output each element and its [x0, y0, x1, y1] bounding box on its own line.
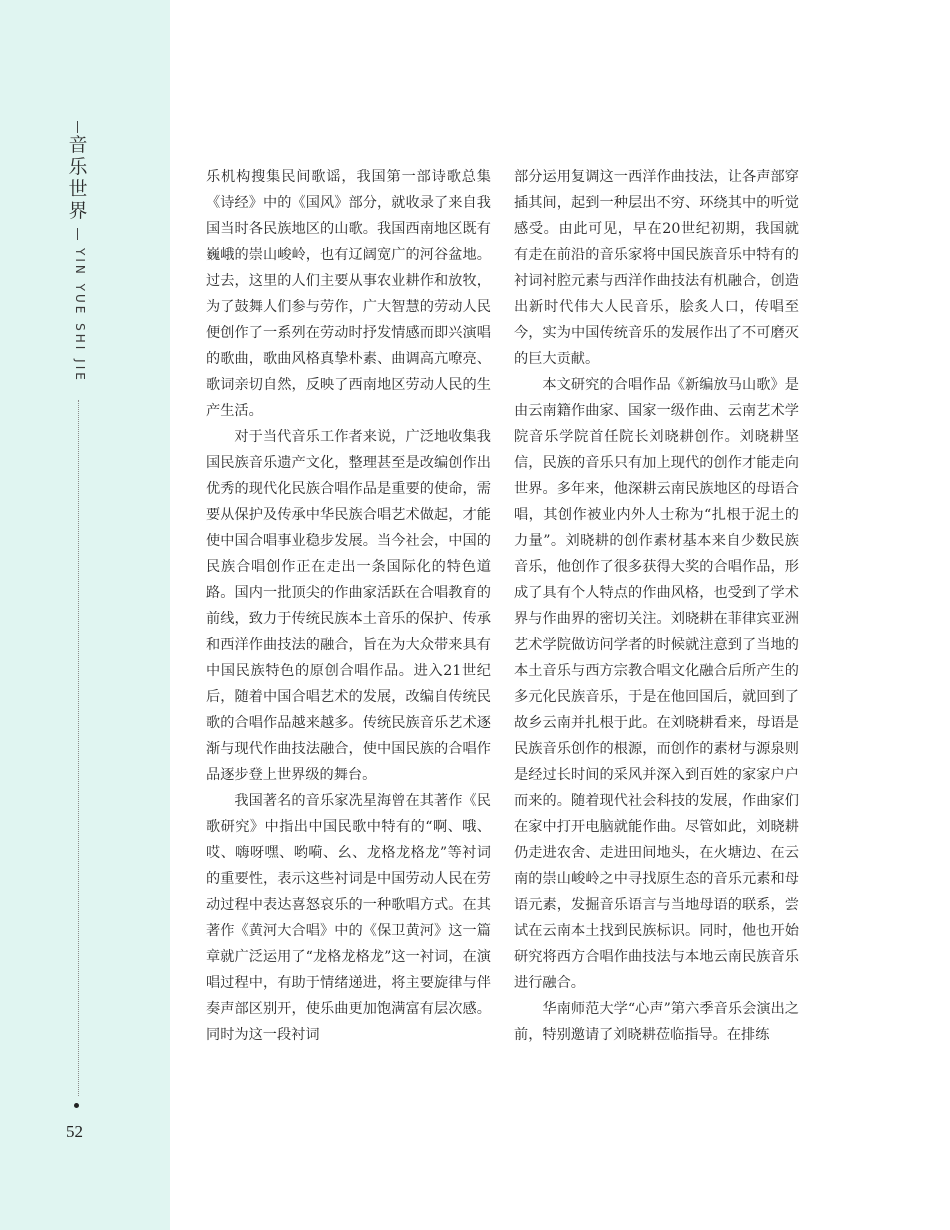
- brand-char: 界: [68, 200, 88, 222]
- page-number: 52: [66, 1122, 83, 1141]
- sidebar: [0, 0, 170, 1230]
- brand-char: 音: [68, 134, 88, 156]
- left-text-column: [206, 164, 491, 1048]
- paragraph: 华南师范大学“心声”第六季音乐会演出之前，特别邀请了刘晓耕莅临指导。在排练: [514, 1001, 799, 1043]
- paragraph: 对于当代音乐工作者来说，广泛地收集我国民族音乐遗产文化，整理甚至是改编创作出优秀的现代化民族合唱作品是重要的使命，需要从保护及传承中华民族合唱艺术做起，才能使中国合唱事业稳步发展。当今社会，中国的民族合唱创作正在走出一条国际化的特色道路。国内一批顶尖的作曲家活跃在合唱教育的前线，致力于传统民族本土音乐的保护、传承和西洋作曲技法的融合，旨在为大众带来具有中国民族特色的原创合唱作品。进入21世纪后，随着中国合唱艺术的发展，改编自传统民歌的合唱作品越来越多。传统民族音乐艺术逐渐与现代作曲技法融合，使中国民族的合唱作品逐步登上世界级的舞台。: [206, 429, 491, 783]
- brand-char: 乐: [68, 156, 88, 178]
- paragraph: 部分运用复调这一西洋作曲技法，让各声部穿插其间，起到一种层出不穷、环绕其中的听觉感受。由此可见，早在20世纪初期，我国就有走在前沿的音乐家将中国民族音乐中特有的衬词衬腔元素与西洋作曲技法有机融合，创造出新时代伟大人民音乐，脍炙人口，传唱至今，实为中国传统音乐的发展作出了不可磨灭的巨大贡献。: [514, 169, 799, 367]
- bullet-icon: [74, 1103, 79, 1108]
- paragraph: 我国著名的音乐家冼星海曾在其著作《民歌研究》中指出中国民歌中特有的“啊、哦、哎、嗨呀嘿、哟嗬、幺、龙格龙格龙”等衬词的重要性，表示这些衬词是中国劳动人民在劳动过程中表达喜怒哀乐的一种歌唱方式。在其著作《黄河大合唱》中的《保卫黄河》这一篇章就广泛运用了“龙格龙格龙”这一衬词，在演唱过程中，有助于情绪递进，将主要旋律与伴奏声部区别开，使乐曲更加饱满富有层次感。同时为这一段衬词: [206, 793, 491, 1043]
- magazine-brand: [68, 134, 88, 222]
- brand-pinyin: YIN YUE SHI JIE: [73, 248, 87, 383]
- paragraph: 本文研究的合唱作品《新编放马山歌》是由云南籍作曲家、国家一级作曲、云南艺术学院音乐学院首任院长刘晓耕创作。刘晓耕坚信，民族的音乐只有加上现代的创作才能走向世界。多年来，他深耕云南民族地区的母语合唱，其创作被业内外人士称为“扎根于泥土的力量”。刘晓耕的创作素材基本来自少数民族音乐，他创作了很多获得大奖的合唱作品，形成了具有个人特点的作曲风格，也受到了学术界与作曲界的密切关注。刘晓耕在菲律宾亚洲艺术学院做访问学者的时候就注意到了当地的本土音乐与西方宗教合唱文化融合后所产生的多元化民族音乐，于是在他回国后，就回到了故乡云南并扎根于此。在刘晓耕看来，母语是民族音乐创作的根源，而创作的素材与源泉则是经过长时间的采风并深入到百姓的家家户户而来的。随着现代社会科技的发展，作曲家们在家中打开电脑就能作曲。尽管如此，刘晓耕仍走进农舍、走进田间地头，在火塘边、在云南的崇山峻岭之中寻找原生态的音乐元素和母语元素，发掘音乐语言与当地母语的联系，尝试在云南本土找到民族标识。同时，他也开始研究将西方合唱作曲技法与本地云南民族音乐进行融合。: [514, 377, 799, 991]
- brand-top-rule: [77, 121, 78, 133]
- paragraph: 乐机构搜集民间歌谣，我国第一部诗歌总集《诗经》中的《国风》部分，就收录了来自我国当时各民族地区的山歌。我国西南地区既有巍峨的崇山峻岭，也有辽阔宽广的河谷盆地。过去，这里的人们主要从事农业耕作和放牧，为了鼓舞人们参与劳作，广大智慧的劳动人民便创作了一系列在劳动时抒发情感而即兴演唱的歌曲，歌曲风格真挚朴素、曲调高亢嘹亮、歌词亲切自然，反映了西南地区劳动人民的生产生活。: [206, 169, 491, 419]
- brand-bottom-rule: [77, 228, 78, 240]
- dotted-divider: [78, 400, 79, 1096]
- brand-char: 世: [68, 178, 88, 200]
- right-text-column: [514, 164, 799, 1048]
